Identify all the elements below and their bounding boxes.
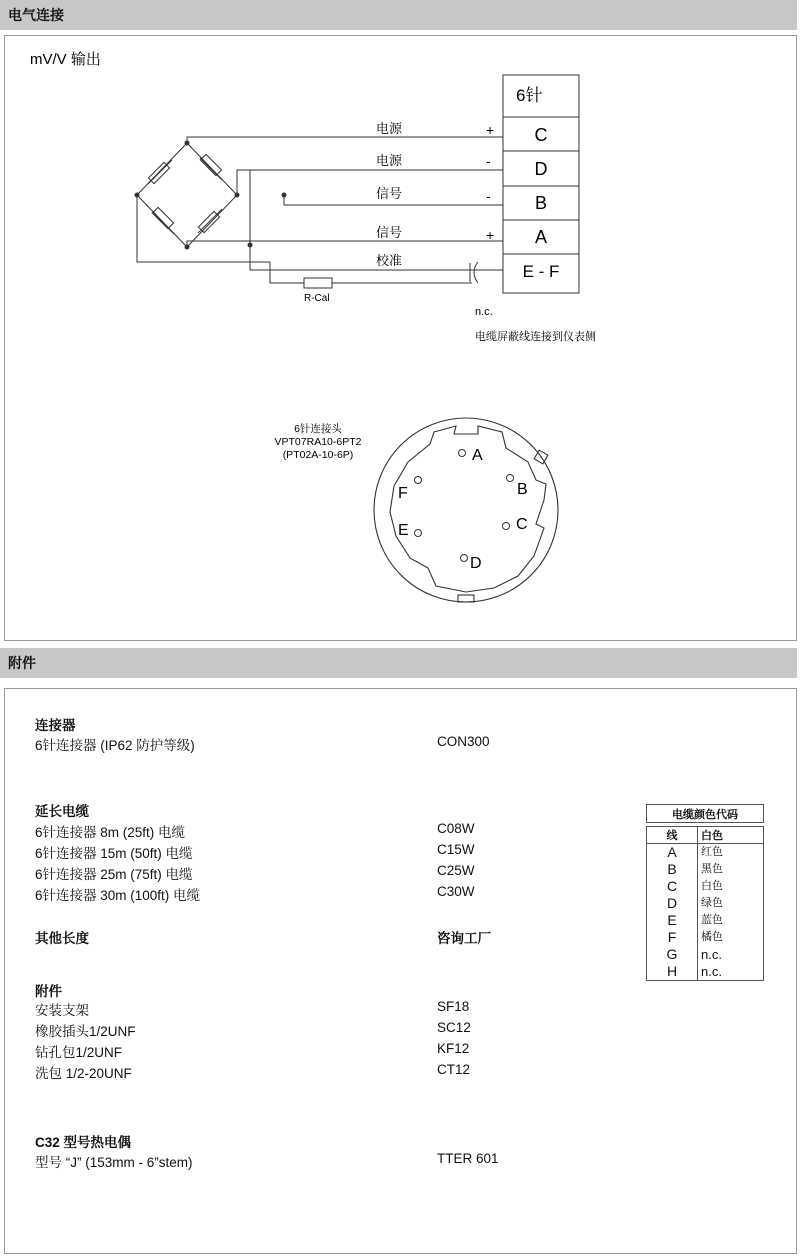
table-row xyxy=(647,929,764,946)
wire-sign: + xyxy=(486,122,495,138)
table-row xyxy=(647,963,764,981)
connector-pin-c: C xyxy=(516,516,528,533)
color-table-color: 白色 xyxy=(698,878,764,895)
section-title-accessories: 附件 xyxy=(0,648,797,678)
section-title-electrical: 电气连接 xyxy=(0,0,797,30)
accessory-name: 型号 “J” (153mm - 6”stem) xyxy=(35,1155,193,1170)
wire-label: 信号 xyxy=(376,225,403,240)
accessory-code: SF18 xyxy=(437,999,470,1014)
wire-sign: - xyxy=(486,188,491,204)
color-table-color: 橘色 xyxy=(698,929,764,946)
table-row xyxy=(647,895,764,912)
shield-note: 电缆屏蔽线连接到仪表侧 xyxy=(475,331,596,343)
color-table-title: 电缆颜色代码 xyxy=(647,805,764,823)
color-table-pin: E xyxy=(647,912,698,929)
accessory-heading: 其他长度 xyxy=(35,931,89,946)
wire-sign: + xyxy=(486,227,495,243)
accessory-code: CON300 xyxy=(437,734,490,749)
accessory-code: C08W xyxy=(437,821,475,836)
color-table-pin: H xyxy=(647,963,698,981)
accessory-name: 安装支架 xyxy=(35,1003,89,1018)
table-row xyxy=(647,946,764,963)
rcal-label: R-Cal xyxy=(304,293,330,304)
wire-label: 校准 xyxy=(376,253,403,268)
connector-face-icon xyxy=(374,418,558,602)
output-label: mV/V 输出 xyxy=(30,51,101,68)
connector-pin-b: B xyxy=(517,481,528,498)
connector-pin-d: D xyxy=(470,555,482,572)
color-table-pin: A xyxy=(647,844,698,862)
accessory-code: 咨询工厂 xyxy=(437,931,491,946)
table-row xyxy=(647,912,764,929)
pin-label: C xyxy=(534,125,548,145)
pin-header: 6针 xyxy=(516,86,543,105)
pin-label: E - F xyxy=(522,262,560,281)
accessory-name: 6针连接器 30m (100ft) 电缆 xyxy=(35,888,201,903)
accessory-heading: 连接器 xyxy=(35,718,76,733)
accessory-code: KF12 xyxy=(437,1041,470,1056)
pin-label: A xyxy=(534,227,548,247)
color-table-pin: C xyxy=(647,878,698,895)
accessory-name: 洗包 1/2-20UNF xyxy=(35,1066,132,1081)
table-row xyxy=(647,878,764,895)
color-table-pin: F xyxy=(647,929,698,946)
table-row xyxy=(647,844,764,862)
color-table-pin: D xyxy=(647,895,698,912)
color-table-color: 绿色 xyxy=(698,895,764,912)
accessory-name: 钻孔包1/2UNF xyxy=(35,1045,123,1060)
accessory-name: 6针连接器 (IP62 防护等级) xyxy=(35,738,195,753)
wire-sign: - xyxy=(486,153,491,169)
color-table-header-wire: 线 xyxy=(647,827,698,844)
accessory-heading: 附件 xyxy=(35,984,62,999)
color-table-header-color: 白色 xyxy=(698,827,764,844)
connector-part-number: VPT07RA10-6PT2 xyxy=(274,436,362,448)
accessory-code: C30W xyxy=(437,884,475,899)
connector-pin-f: F xyxy=(398,485,408,502)
accessory-code: C15W xyxy=(437,842,475,857)
connector-pin-a: A xyxy=(472,447,483,464)
wire-label: 电源 xyxy=(376,153,403,168)
accessory-name: 6针连接器 15m (50ft) 电缆 xyxy=(35,846,193,861)
cable-color-code-table xyxy=(646,804,764,981)
wire-label: 电源 xyxy=(376,121,403,136)
color-table-pin: G xyxy=(647,946,698,963)
accessory-heading: C32 型号热电偶 xyxy=(35,1135,132,1150)
color-table-pin: B xyxy=(647,861,698,878)
wire-label: 信号 xyxy=(376,186,403,201)
color-table-color: n.c. xyxy=(698,946,764,963)
table-row xyxy=(647,861,764,878)
connector-pin-e: E xyxy=(398,522,409,539)
color-table-color: 红色 xyxy=(698,844,764,862)
color-table-color: 蓝色 xyxy=(698,912,764,929)
accessory-name: 橡胶插头1/2UNF xyxy=(35,1024,136,1039)
connector-alt-part-number: (PT02A-10-6P) xyxy=(282,449,354,461)
accessory-code: C25W xyxy=(437,863,475,878)
nc-label: n.c. xyxy=(475,306,493,318)
color-table-color: n.c. xyxy=(698,963,764,981)
accessory-heading: 延长电缆 xyxy=(35,804,89,819)
accessory-name: 6针连接器 8m (25ft) 电缆 xyxy=(35,825,186,840)
accessory-code: SC12 xyxy=(437,1020,471,1035)
pin-label: D xyxy=(534,159,548,179)
accessory-code: CT12 xyxy=(437,1062,471,1077)
accessory-code: TTER 601 xyxy=(437,1151,499,1166)
pin-label: B xyxy=(534,193,548,213)
connector-label: 6针连接头 xyxy=(294,423,342,435)
bridge-outline xyxy=(137,143,237,247)
color-table-color: 黑色 xyxy=(698,861,764,878)
accessory-name: 6针连接器 25m (75ft) 电缆 xyxy=(35,867,193,882)
